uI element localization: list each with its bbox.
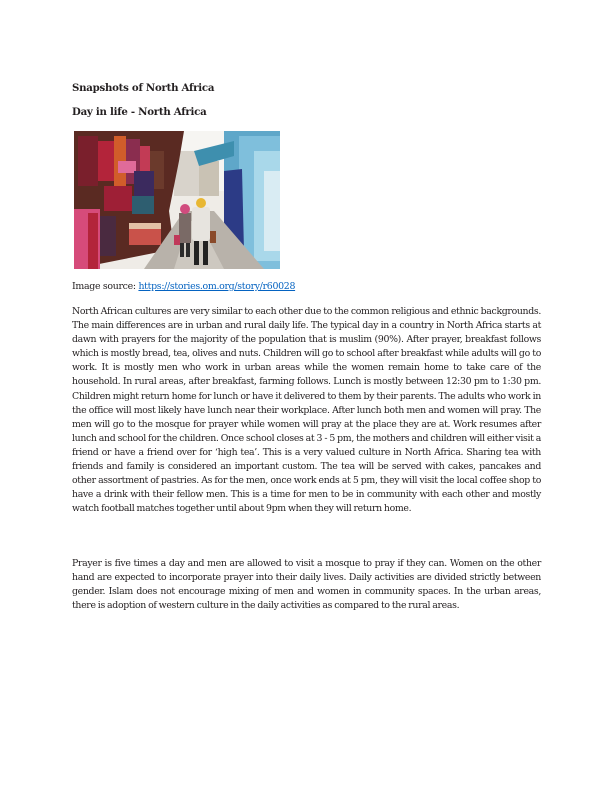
image-source-link[interactable]: https://stories.om.org/story/r60028 [138,281,296,292]
document-subtitle: Day in life - North Africa [72,106,207,118]
document-title: Snapshots of North Africa [72,82,215,94]
image-caption [72,280,295,294]
market-street-photo [74,131,280,269]
body-paragraph-2: Prayer is five times a day and men are allowed to visit a mosque to pray if they can. Women on the other hand are expected to incorporate prayer into their daily lives. Daily activities are divided strictly between gender. Islam does not encourage mixing of men and women in community spaces. In the urban areas, there is adoption of western culture in the daily activities as compared to the rural areas. [72,558,541,612]
body-paragraph-1: North African cultures are very similar to each other due to the common religious and ethnic backgrounds. The main differences are in urban and rural daily life. The typical day in a country in North Africa starts at dawn with prayers for the majority of the population that is muslim (90%). After prayer, breakfast follows which is mostly bread, tea, olives and nuts. Children will go to school after breakfast while adults will go to work. It is mostly men who work in urban areas while the women remain home to take care of the household. In rural areas, after breakfast, farming follows. Lunch is mostly between 12:30 pm to 1:30 pm. Children might return home for lunch or have it delivered to them by their parents. The adults who work in the office will most likely have lunch near their workplace. After lunch both men and women will pray. The men will go to the mosque for prayer while women will pray at the place they are at. Work resumes after lunch and school for the children. Once school closes at 3 - 5 pm, the mothers and children will either visit a friend or have a friend over for ‘high tea’. This is a very valued culture in North Africa. Sharing tea with friends and family is considered an important custom. The tea will be served with cakes, pancakes and other assortment of pastries. As for the men, once work ends at 5 pm, they will visit the local coffee shop to have a drink with their fellow men. This is a time for men to be in community with each other and mostly watch football matches together until about 9pm when they will return home. [72,306,541,515]
caption-label: Image source: [72,281,139,292]
